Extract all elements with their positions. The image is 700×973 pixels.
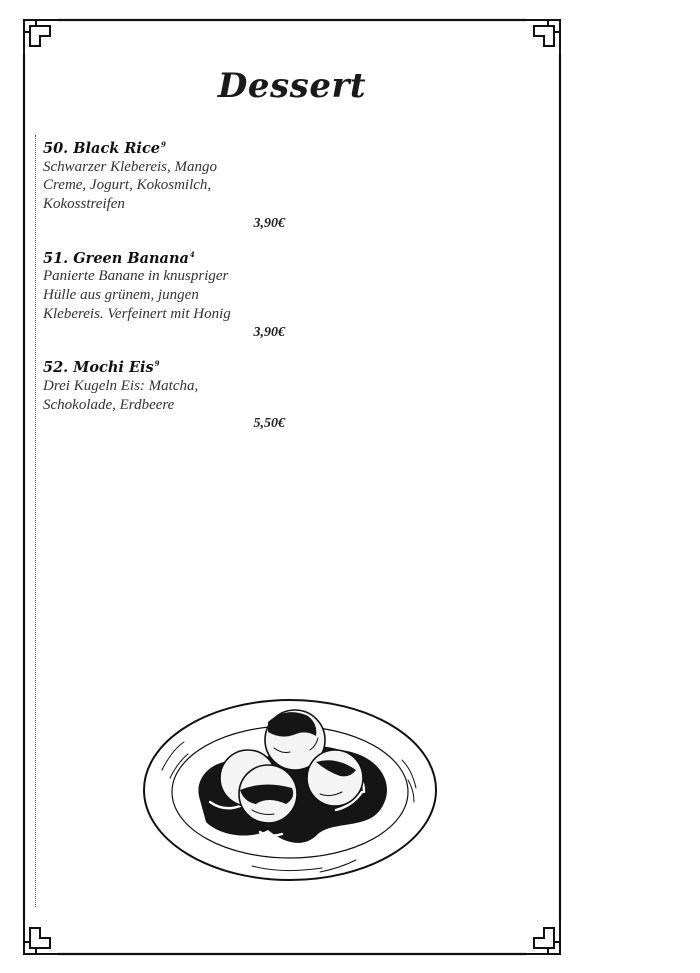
allergen-mark: 4 — [189, 249, 195, 259]
item-title — [43, 136, 293, 158]
item-price: 3,90€ — [253, 325, 285, 341]
menu-item-mochi-eis — [43, 355, 293, 434]
description-line: Kokosstreifen — [43, 196, 125, 213]
dotted-divider — [35, 135, 36, 907]
allergen-mark: 9 — [154, 359, 160, 369]
item-number: 50. — [43, 139, 69, 157]
item-price: 3,90€ — [253, 215, 285, 231]
corner-ornament-bottom-left — [24, 920, 58, 954]
item-price: 5,50€ — [253, 416, 285, 432]
item-title — [43, 355, 293, 377]
corner-ornament-top-left — [24, 20, 58, 54]
item-name: Mochi Eis — [73, 359, 154, 377]
dessert-plate-icon — [140, 690, 440, 890]
description-line: Schwarzer Klebereis, Mango — [43, 158, 218, 175]
corner-ornament-bottom-right — [526, 920, 560, 954]
description-line: Drei Kugeln Eis: Matcha, — [43, 378, 199, 395]
item-title — [43, 246, 293, 268]
allergen-mark: 9 — [161, 140, 166, 149]
description-line: Hülle aus grünem, jungen — [43, 287, 199, 304]
item-description — [43, 377, 293, 414]
description-line: Panierte Banane in knuspriger — [43, 268, 229, 285]
menu-item-green-banana — [43, 246, 293, 344]
item-number: 52. — [43, 359, 69, 377]
item-name: Green Banana — [73, 249, 189, 267]
item-number: 51. — [43, 249, 69, 267]
description-line: Creme, Jogurt, Kokosmilch, — [43, 177, 212, 194]
description-line: Schokolade, Erdbeere — [43, 396, 175, 413]
page-title: Dessert — [217, 66, 367, 106]
item-description — [43, 158, 293, 214]
menu-item-black-rice — [43, 136, 293, 234]
description-line: Klebereis. Verfeinert mit Honig — [43, 305, 231, 322]
item-description — [43, 267, 293, 323]
corner-ornament-top-right — [526, 20, 560, 54]
menu-items-list — [43, 136, 293, 446]
item-name: Black Rice — [73, 139, 160, 157]
